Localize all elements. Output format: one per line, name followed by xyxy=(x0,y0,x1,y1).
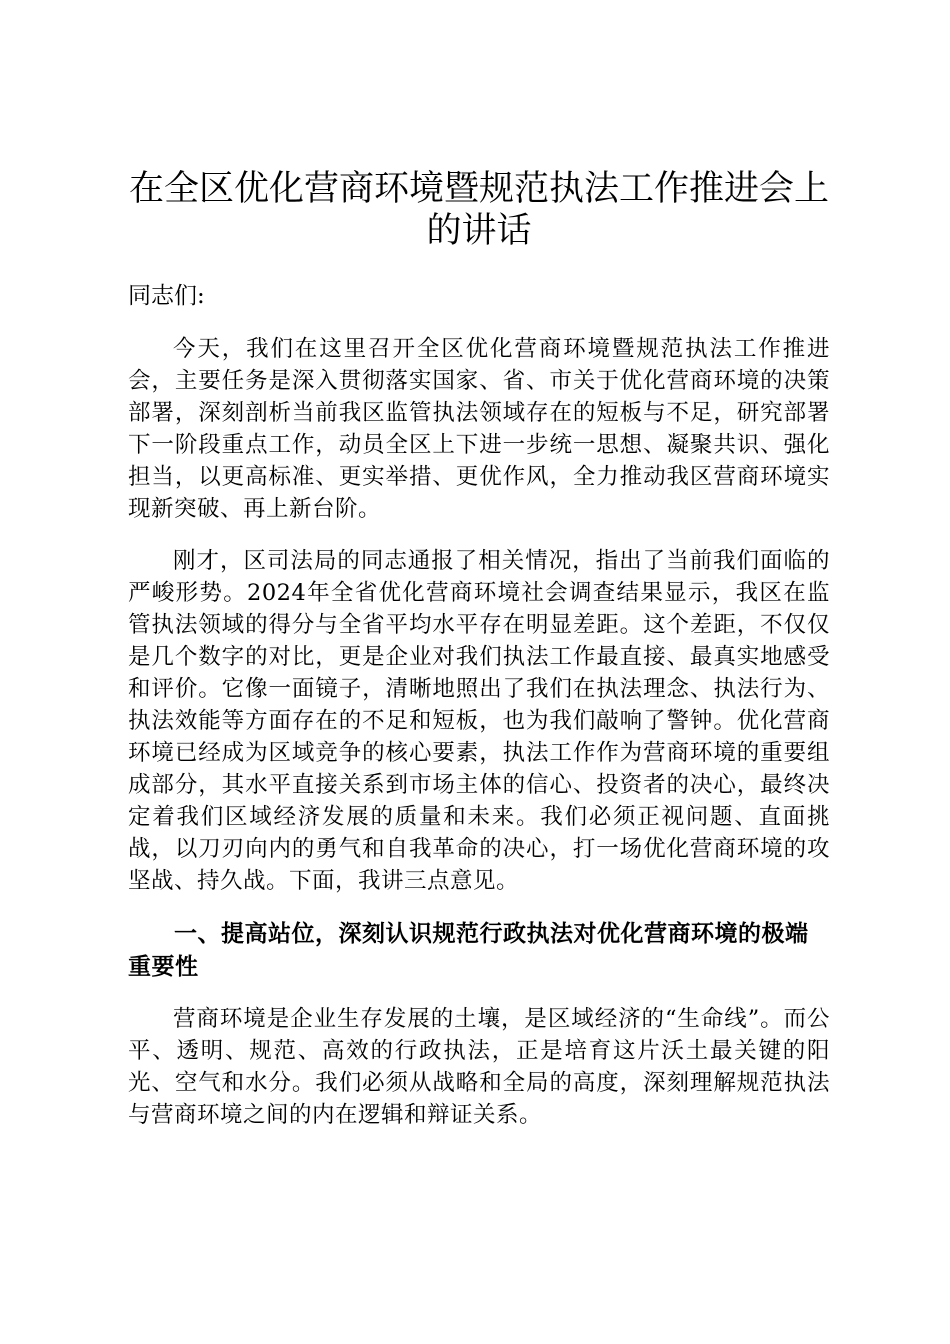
paragraph-section-1: 营商环境是企业生存发展的土壤，是区域经济的“生命线”。而公平、透明、规范、高效的行政执法，正是培育这片沃土最关键的阳光、空气和水分。我们必须从战略和全局的高度，深刻理解规范执法与营商环境之间的内在逻辑和辩证关系。 xyxy=(128,1006,830,1128)
section-heading-1: 一、提高站位，深刻认识规范行政执法对优化营商环境的极端重要性 xyxy=(128,920,809,980)
document-page xyxy=(128,168,830,1151)
document-title: 在全区优化营商环境暨规范执法工作推进会上的讲话 xyxy=(128,169,829,251)
paragraph-opening: 今天，我们在这里召开全区优化营商环境暨规范执法工作推进会，主要任务是深入贯彻落实国家、省、市关于优化营商环境的决策部署，深刻剖析当前我区监管执法领域存在的短板与不足，研究部署下一阶段重点工作，动员全区上下进一步统一思想、凝聚共识、强化担当，以更高标准、更实举措、更优作风，全力推动我区营商环境实现新突破、再上新台阶。 xyxy=(128,336,830,522)
paragraph-situation: 刚才，区司法局的同志通报了相关情况，指出了当前我们面临的严峻形势。2024年全省优化营商环境社会调查结果显示，我区在监管执法领域的得分与全省平均水平存在明显差距。这个差距，不仅仅是几个数字的对比，更是企业对我们执法工作最直接、最真实地感受和评价。它像一面镜子，清晰地照出了我们在执法理念、执法行为、执法效能等方面存在的不足和短板，也为我们敲响了警钟。优化营商环境已经成为区域竞争的核心要素，执法工作作为营商环境的重要组成部分，其水平直接关系到市场主体的信心、投资者的决心，最终决定着我们区域经济发展的质量和未来。我们必须正视问题、直面挑战，以刀刃向内的勇气和自我革命的决心，打一场优化营商环境的攻坚战、持久战。下面，我讲三点意见。 xyxy=(128,548,830,894)
salutation: 同志们: xyxy=(128,283,205,309)
